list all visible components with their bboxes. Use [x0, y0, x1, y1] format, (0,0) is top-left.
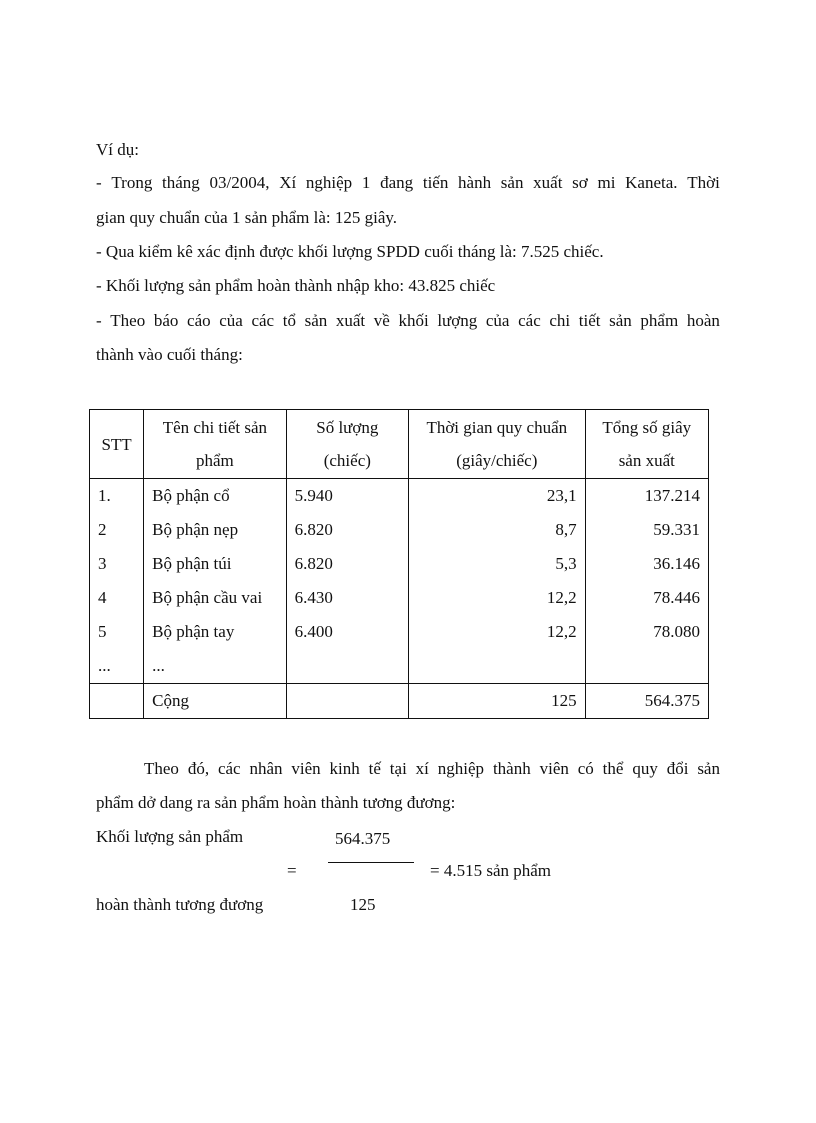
total-seconds: 564.375	[585, 684, 708, 719]
row-qty: 5.940	[286, 479, 408, 514]
word: hoàn	[686, 311, 720, 330]
row-time: 8,7	[409, 513, 586, 547]
row-time: 23,1	[409, 479, 586, 514]
row-qty: 6.820	[286, 547, 408, 581]
example-label: Ví dụ:	[96, 140, 139, 159]
word: về	[373, 311, 390, 330]
word: mi	[597, 173, 616, 192]
word: có	[577, 759, 594, 778]
row-stt: 1.	[90, 479, 144, 514]
word: 03/2004,	[209, 173, 270, 192]
word: hành	[458, 173, 492, 192]
word: các	[217, 759, 241, 778]
row-total: 78.080	[585, 615, 708, 649]
table-total-row	[90, 684, 709, 719]
intro-line-2: gian quy chuẩn của 1 sản phẩm là: 125 giây.	[96, 208, 398, 227]
word: sản	[609, 311, 632, 330]
word: kinh	[329, 759, 360, 778]
row-qty: 6.400	[286, 615, 408, 649]
row-name: Bộ phận cổ	[144, 479, 286, 514]
table-row	[90, 547, 709, 581]
word: nghiệp	[437, 759, 485, 778]
row-total	[585, 649, 708, 684]
formula-label-top: Khối lượng sản phẩm	[96, 827, 244, 846]
intro-line-1	[96, 172, 720, 194]
word: sơ	[572, 173, 588, 192]
word: sản	[697, 759, 720, 778]
header-qty: Số lượng (chiếc)	[286, 410, 408, 479]
header-stt: STT	[90, 410, 144, 479]
table-header-row	[90, 410, 709, 479]
total-label: Cộng	[144, 684, 286, 719]
formula-denominator: 125	[350, 895, 376, 914]
row-name: Bộ phận túi	[144, 547, 286, 581]
row-time	[409, 649, 586, 684]
word: sản	[304, 311, 328, 330]
row-time: 12,2	[409, 615, 586, 649]
word: tháng	[162, 173, 200, 192]
word: các	[251, 311, 275, 330]
row-name: Bộ phận cầu vai	[144, 581, 286, 615]
word: Xí	[279, 173, 297, 192]
row-total: 78.446	[585, 581, 708, 615]
row-stt: 2	[90, 513, 144, 547]
formula-numerator: 564.375	[335, 829, 391, 848]
word: xuất	[533, 173, 563, 192]
row-qty	[286, 649, 408, 684]
header-total: Tổng số giây sản xuất	[585, 410, 708, 479]
word: đổi	[666, 759, 689, 778]
table-row	[90, 649, 709, 684]
word: xuất	[335, 311, 366, 330]
row-total: 137.214	[585, 479, 708, 514]
total-qty	[286, 684, 408, 719]
word: khối	[398, 311, 429, 330]
intro-line-3: - Qua kiểm kê xác định được khối lượng SPDD cuối tháng là: 7.525 chiếc.	[96, 242, 604, 261]
conclusion-line-2: phẩm dở dang ra sản phẩm hoàn thành tương đương:	[96, 793, 456, 812]
production-table	[89, 409, 709, 719]
header-name: Tên chi tiết sản phẩm	[144, 410, 286, 479]
row-name: Bộ phận nẹp	[144, 513, 286, 547]
word: tiết	[578, 311, 601, 330]
row-stt: 5	[90, 615, 144, 649]
word: thể	[602, 759, 624, 778]
intro-line-5	[96, 310, 720, 332]
word: Theo	[110, 311, 146, 330]
word: Trong	[111, 173, 153, 192]
total-time: 125	[409, 684, 586, 719]
word: quy	[632, 759, 658, 778]
word: tại	[389, 759, 407, 778]
fraction-bar	[328, 862, 414, 863]
word: -	[96, 173, 102, 192]
word: viên	[539, 759, 569, 778]
word: Theo	[144, 759, 179, 778]
row-time: 12,2	[409, 581, 586, 615]
word: của	[485, 311, 510, 330]
row-stt: 3	[90, 547, 144, 581]
table-row	[90, 581, 709, 615]
word: tiến	[422, 173, 449, 192]
word: tổ	[282, 311, 296, 330]
word: viên	[291, 759, 321, 778]
row-stt: ...	[90, 649, 144, 684]
row-name: Bộ phận tay	[144, 615, 286, 649]
row-total: 59.331	[585, 513, 708, 547]
formula-label-bottom: hoàn thành tương đương	[96, 895, 264, 914]
row-qty: 6.820	[286, 513, 408, 547]
word: cáo	[187, 311, 211, 330]
word: tế	[368, 759, 381, 778]
word: đó,	[187, 759, 210, 778]
intro-line-4: - Khối lượng sản phẩm hoàn thành nhập kho: 43.825 chiếc	[96, 276, 496, 295]
word: sản	[500, 173, 524, 192]
word: 1	[361, 173, 371, 192]
word: báo	[153, 311, 179, 330]
word: lượng	[437, 311, 478, 330]
table-row	[90, 479, 709, 514]
row-stt: 4	[90, 581, 144, 615]
header-time: Thời gian quy chuẩn (giây/chiếc)	[409, 410, 586, 479]
word: chi	[549, 311, 571, 330]
total-stt	[90, 684, 144, 719]
word: nghiệp	[305, 173, 353, 192]
formula-equals: =	[287, 861, 297, 880]
conclusion-line-1	[144, 758, 720, 780]
word: thành	[492, 759, 531, 778]
row-total: 36.146	[585, 547, 708, 581]
table-row	[90, 513, 709, 547]
word: xí	[415, 759, 429, 778]
word: của	[219, 311, 243, 330]
word: -	[96, 311, 102, 330]
formula-result: = 4.515 sản phẩm	[430, 861, 552, 880]
row-qty: 6.430	[286, 581, 408, 615]
word: Kaneta.	[625, 173, 678, 192]
word: nhân	[249, 759, 283, 778]
intro-line-6: thành vào cuối tháng:	[96, 345, 243, 364]
table-row	[90, 615, 709, 649]
word: đang	[380, 173, 414, 192]
row-name: ...	[144, 649, 286, 684]
word: phẩm	[640, 311, 679, 330]
word: Thời	[687, 173, 720, 192]
word: các	[518, 311, 541, 330]
row-time: 5,3	[409, 547, 586, 581]
